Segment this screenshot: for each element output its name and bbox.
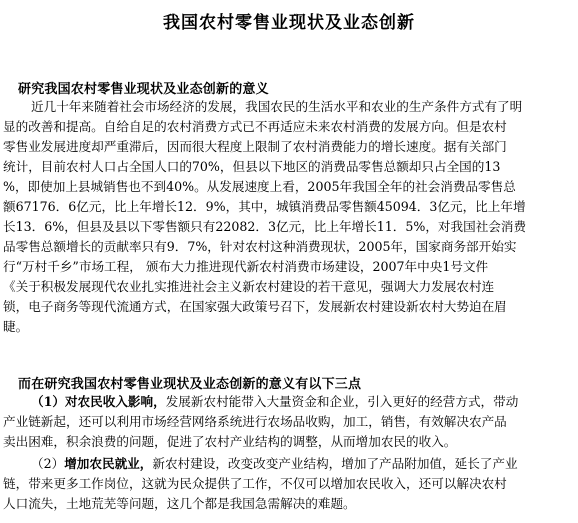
section1-paragraph bbox=[3, 97, 573, 337]
paragraph-line: 新农村建设，改变改变产业结构，增加了产品附加值，延长了产业 bbox=[152, 456, 518, 471]
point1-first-line bbox=[3, 392, 573, 412]
paragraph-line: 链，带来更多工作岗位，这就为民众提供了工作，不仅可以增加农民收入，还可以解决农村 bbox=[3, 476, 507, 491]
paragraph-line: 锁，电子商务等现代流通方式，在国家强大政策号召下，发展新农村建设新农村大势迫在眉 bbox=[3, 299, 507, 314]
paragraph-line: %，即使加上县城销售也不到40%。从发展速度上看，2005年我国全年的社会消费品零售总 bbox=[3, 179, 516, 194]
paragraph-line: 零售业发展进度却严重滞后，因而很大程度上限制了农村消费能力的增长速度。据有关部门 bbox=[3, 139, 507, 154]
paragraph-line: 睫。 bbox=[3, 319, 29, 334]
point2-first-line bbox=[3, 454, 573, 474]
point1-paragraph bbox=[3, 392, 573, 452]
paragraph-line: 额67176．6亿元，比上年增长12．9%，其中，城镇消费品零售额45094．3亿元，比上年增 bbox=[3, 199, 526, 214]
paragraph-line: 长13．6%，但县及县以下零售额只有22082．3亿元，比上年增长11．5%，对我国社会消费 bbox=[3, 219, 527, 234]
section1-heading: 研究我国农村零售业现状及业态创新的意义 bbox=[18, 82, 269, 97]
point2-label: 增加农民就业， bbox=[64, 456, 153, 471]
point2-prefix: （2） bbox=[31, 456, 65, 471]
paragraph-line: 行“万村千乡”市场工程， 颁布大力推进现代新农村消费市场建设，2007年中央1号文件 bbox=[3, 259, 489, 274]
point2-paragraph bbox=[3, 454, 573, 514]
paragraph-line: 人口流失，土地荒芜等问题，这几个都是我国急需解决的难题。 bbox=[3, 496, 356, 511]
paragraph-line: 近几十年来随着社会市场经济的发展，我国农民的生活水平和农业的生产条件方式有了明 bbox=[31, 99, 523, 114]
paragraph-line: 品零售总额增长的贡献率只有9．7%，针对农村这种消费现状，2005年，国家商务部开始实 bbox=[3, 239, 517, 254]
paragraph-line: 产业链新起，还可以利用市场经营网络系统进行农场品收购，加工，销售，有效解决农产品 bbox=[3, 414, 507, 429]
point1-label: （1）对农民收入影响， bbox=[31, 394, 166, 409]
paragraph-line: 发展新农村能带入大量资金和企业，引入更好的经营方式，带动 bbox=[165, 394, 519, 409]
section2-heading: 而在研究我国农村零售业现状及业态创新的意义有以下三点 bbox=[18, 377, 362, 392]
paragraph-line: 统计，目前农村人口占全国人口的70%，但县以下地区的消费品零售总额却只占全国的13 bbox=[3, 159, 501, 174]
paragraph-line: 《关于积极发展现代农业扎实推进社会主义新农村建设的若干意见，强调大力发展农村连 bbox=[3, 279, 495, 294]
paragraph-line: 显的改善和提高。自给自足的农村消费方式已不再适应未来农村消费的发展方向。但是农村 bbox=[3, 119, 507, 134]
paragraph-line: 卖出困难，积余浪费的问题，促进了农村产业结构的调整，从而增加农民的收入。 bbox=[3, 434, 457, 449]
page-title: 我国农村零售业现状及业态创新 bbox=[163, 13, 415, 33]
